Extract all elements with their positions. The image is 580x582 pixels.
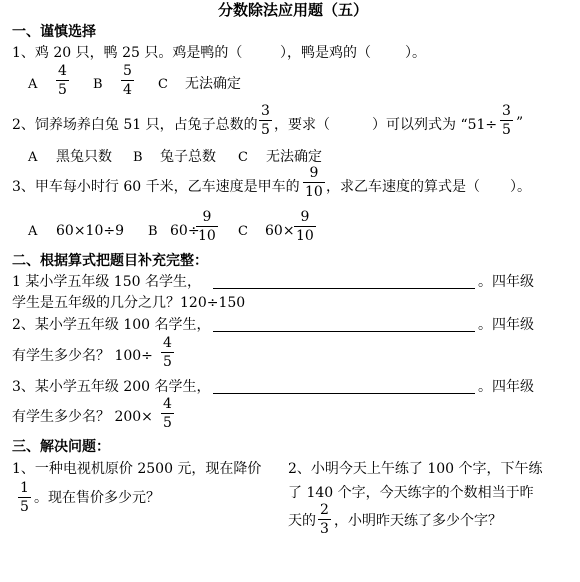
s3-q2-line3b: ，小明昨天练了多少个字？ [334,513,502,529]
s2-q2-answer-blank[interactable] [213,331,475,332]
s1-q3-option-a-label: A [28,224,38,239]
s2-q3-answer-blank[interactable] [213,393,475,394]
s1-q3-text-c: ）。 [510,179,531,195]
denominator: 5 [163,415,172,431]
s1-q3-text-a: 3、甲车每小时行 60 千米，乙车速度是甲车的 [12,179,300,195]
s1-q3-fraction [303,166,325,199]
section-1-heading: 一、谨慎选择 [12,24,96,40]
denominator: 5 [163,354,172,370]
numerator: 3 [261,103,270,119]
numerator: 1 [20,480,29,496]
denominator: 10 [305,184,323,200]
denominator: 5 [20,499,29,515]
s1-q1-text-a: 1、鸡 20 只，鸭 25 只。鸡是鸭的（ [12,45,243,61]
s2-q1-line1: 1 某小学五年级 150 名学生， [12,274,201,290]
denominator: 10 [296,228,314,244]
denominator: 5 [261,122,270,138]
s1-q2-option-b-text: 兔子总数 [160,149,216,165]
s1-q3-option-b-fraction [196,210,218,243]
s2-q2-line2: 有学生多少名？ 100÷ [12,348,153,364]
s3-q2-line1: 2、小明今天上午练了 100 个字，下午练 [288,461,543,477]
s1-q1-option-b-fraction [121,64,134,97]
s1-q1-option-a-fraction [56,64,69,97]
s3-q2-line3a: 天的 [288,513,316,529]
s3-q1-fraction [18,481,31,514]
s1-q2-option-c-label: C [238,150,248,165]
numerator: 4 [163,335,172,351]
s1-q3-option-a-text: 60×10÷9 [56,223,124,239]
s1-q3-option-c-text: 60× [265,223,295,239]
s1-q2-text-a: 2、饲养场养白兔 51 只，占兔子总数的 [12,117,258,133]
s1-q3-option-b-label: B [148,224,158,239]
numerator: 5 [123,63,132,79]
section-3-heading: 三、解决问题： [12,439,110,455]
numerator: 9 [300,209,310,225]
s2-q1-line2: 学生是五年级的几分之几？120÷150 [12,295,246,311]
s3-q2-line2: 了 140 个字，今天练字的个数相当于昨 [288,485,534,501]
s2-q3-line1: 3、某小学五年级 200 名学生， [12,379,211,395]
denominator: 5 [502,122,511,138]
s1-q1-text-b: ），鸭是鸡的（ [280,45,371,61]
s1-q1-text-c: ）。 [405,45,426,61]
s1-q2-text-c: ）可以列式为 “51÷ [372,117,498,133]
numerator: 2 [320,502,329,518]
s1-q2-option-a-text: 黑兔只数 [56,149,112,165]
s1-q2-option-a-label: A [28,150,38,165]
numerator: 4 [163,396,172,412]
s2-q1-tail: 。四年级 [478,274,534,290]
numerator: 9 [309,165,319,181]
s1-q2-text-d: ” [516,115,524,131]
s1-q3-option-b-text: 60÷ [170,223,200,239]
s1-q3-text-b: ，求乙车速度的算式是（ [326,179,480,195]
s3-q1-line1: 1、一种电视机原价 2500 元，现在降价 [12,461,262,477]
s1-q1-option-b-label: B [93,77,103,92]
s1-q2-option-b-label: B [133,150,143,165]
s1-q1-option-a-label: A [28,77,38,92]
s2-q2-fraction [161,336,174,369]
s1-q2-fraction [259,104,272,137]
s2-q3-fraction [161,397,174,430]
numerator: 4 [58,63,67,79]
s2-q2-tail: 。四年级 [478,317,534,333]
denominator: 10 [198,228,216,244]
denominator: 3 [320,521,329,537]
s1-q3-option-c-fraction [294,210,316,243]
s1-q1-option-c-text: 无法确定 [185,76,241,92]
s1-q3-option-c-label: C [238,224,248,239]
s3-q2-fraction [318,503,331,536]
s1-q2-text-b: ，要求（ [274,117,330,133]
s1-q1-option-c-label: C [158,77,168,92]
s1-q2-fraction-2 [500,104,513,137]
numerator: 9 [202,209,212,225]
denominator: 5 [58,82,67,98]
s3-q1-line2: 。现在售价多少元？ [34,490,160,506]
s1-q2-option-c-text: 无法确定 [266,149,322,165]
section-2-heading: 二、根据算式把题目补充完整： [12,253,208,269]
s2-q1-answer-blank[interactable] [213,288,475,289]
page-title: 分数除法应用题（五） [218,1,369,19]
numerator: 3 [502,103,511,119]
s2-q2-line1: 2、某小学五年级 100 名学生， [12,317,211,333]
s2-q3-line2: 有学生多少名？ 200× [12,409,153,425]
denominator: 4 [123,82,132,98]
s2-q3-tail: 。四年级 [478,379,534,395]
